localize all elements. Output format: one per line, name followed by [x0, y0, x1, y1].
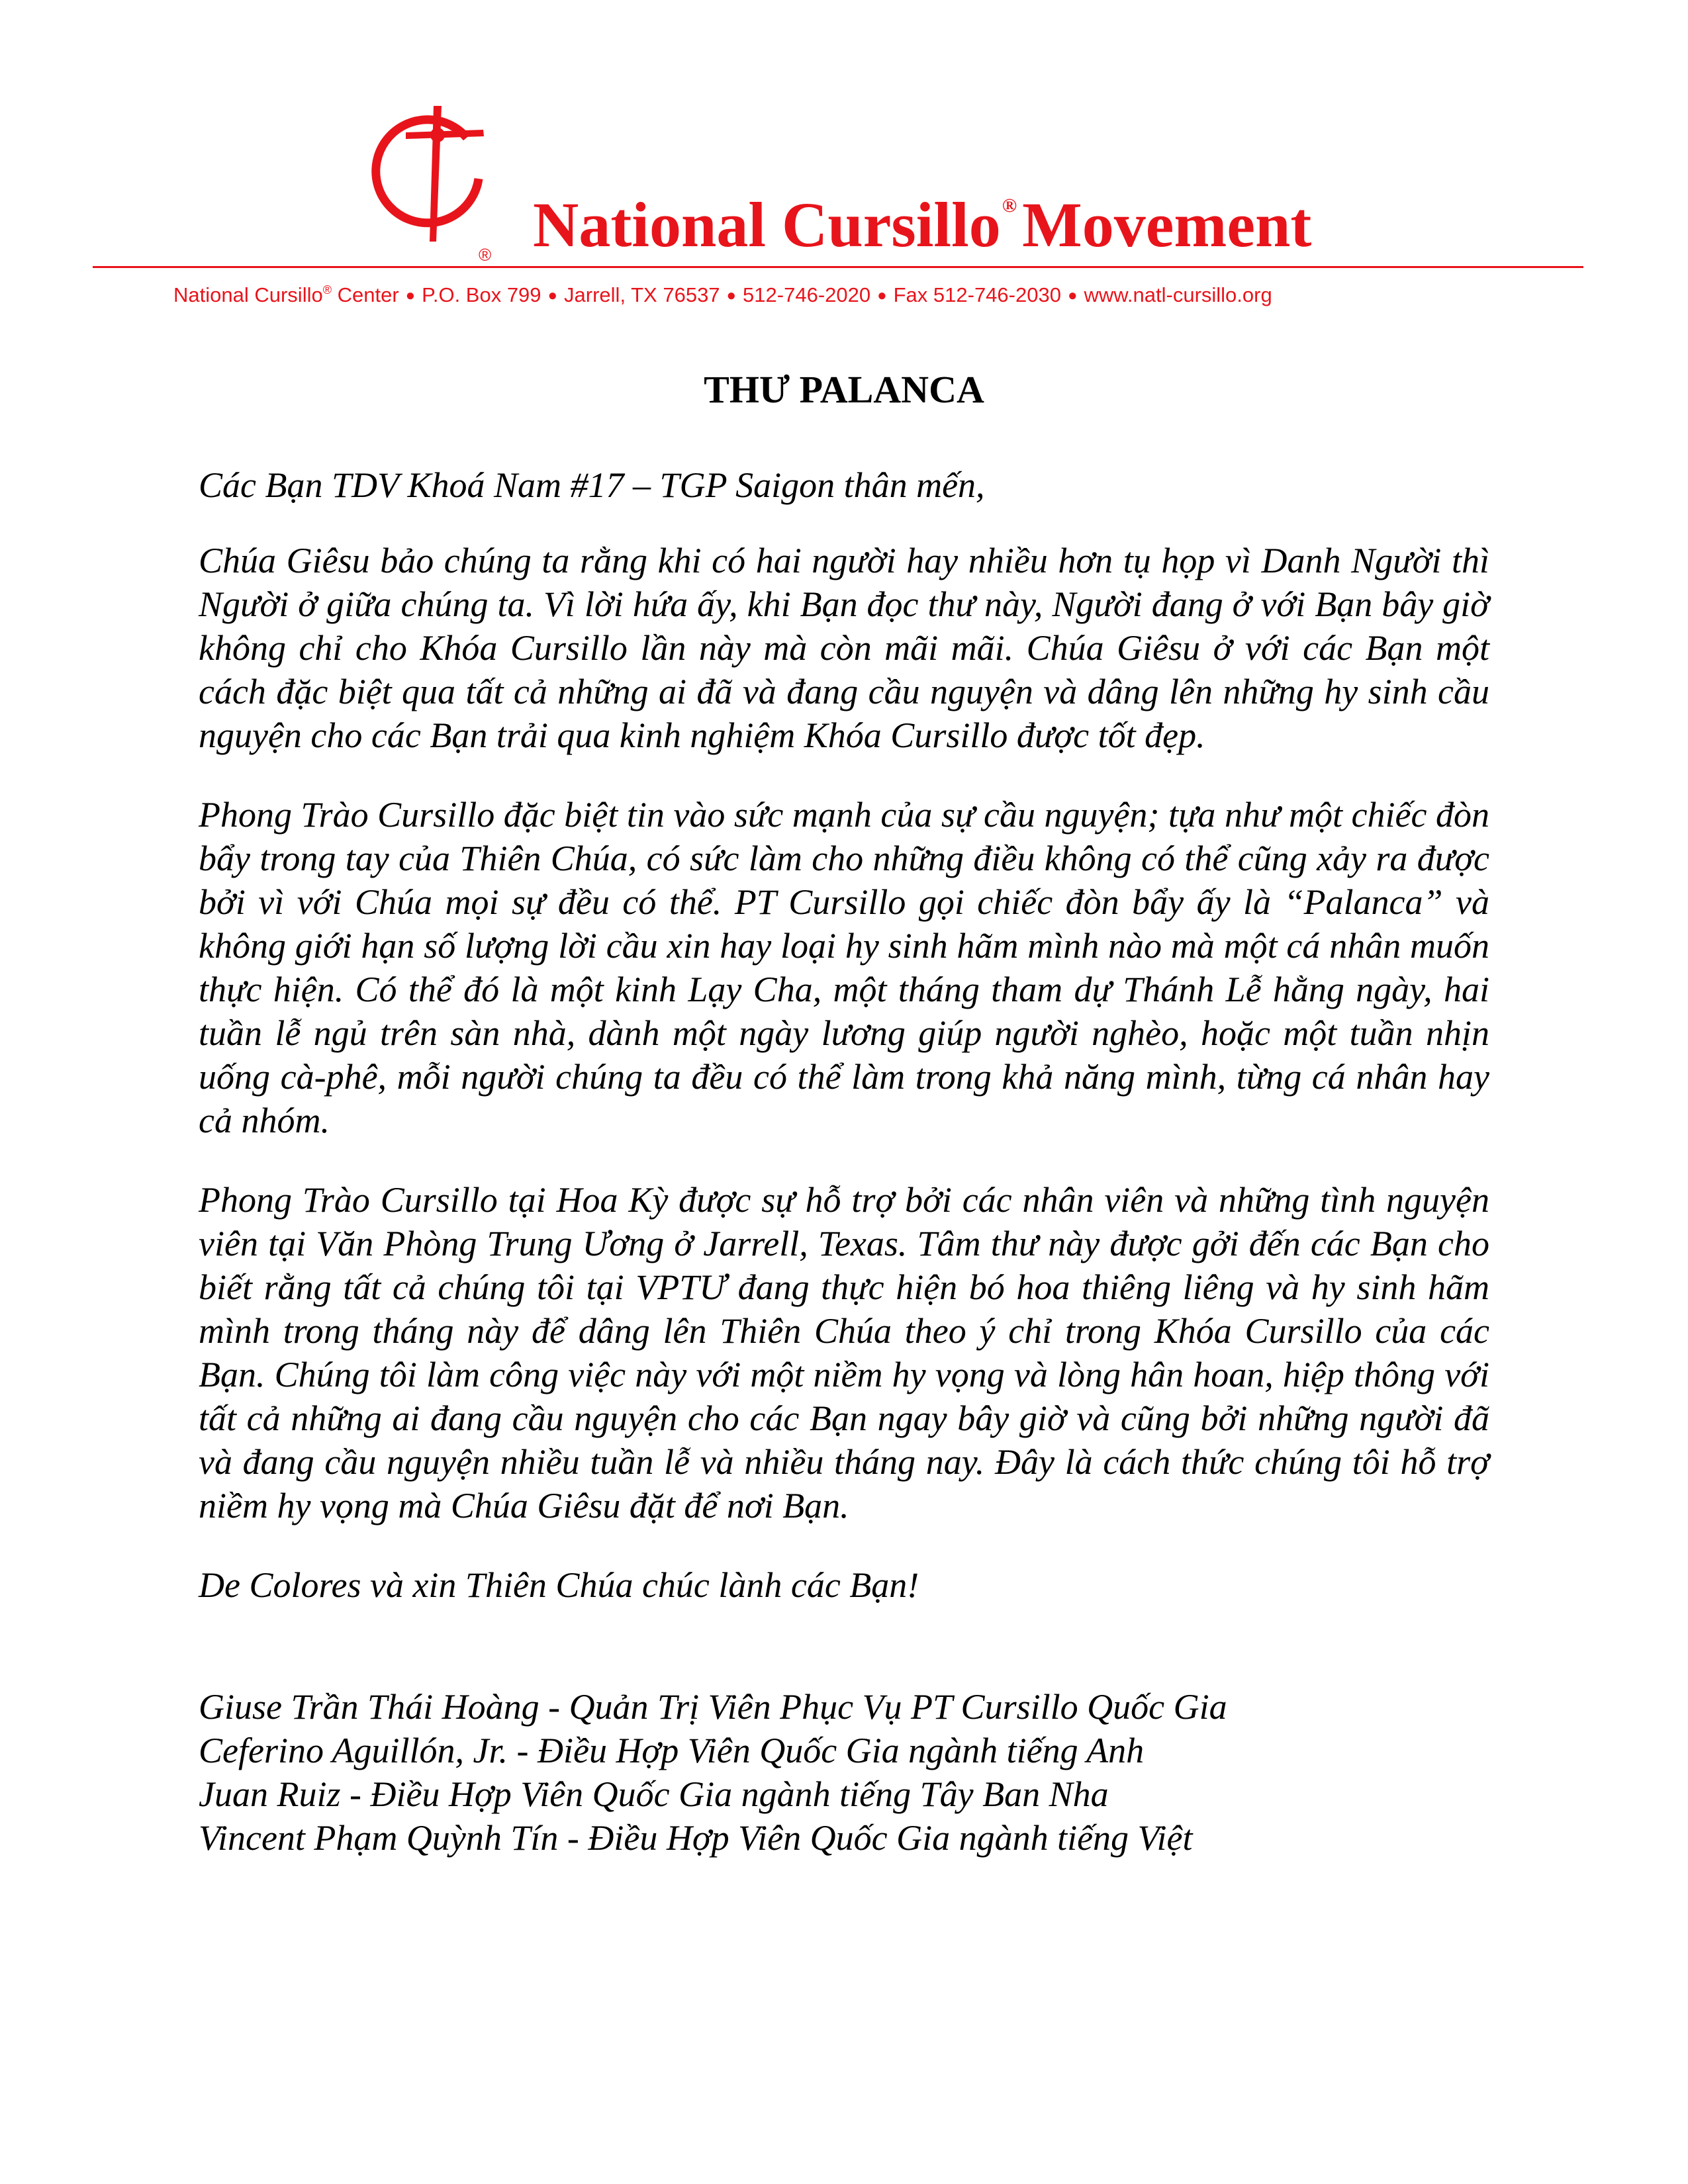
cursillo-cross-logo-icon [367, 99, 500, 245]
signature-block [199, 1685, 1489, 1860]
bullet-icon: ● [1067, 287, 1078, 304]
paragraph-3: Phong Trào Cursillo tại Hoa Kỳ được sự hỗ trợ bởi các nhân viên và những tình nguyện viên tại Văn Phòng Trung Ương ở Jarrell, Texas. Tâm thư này được gởi đến các Bạn cho biết rằng tất cả chúng tôi tại VPTƯ đang thực hiện bó hoa thiêng liêng và hy sinh hãm mình trong tháng này để dâng lên Thiên Chúa theo ý chỉ trong Khóa Cursillo của các Bạn. Chúng tôi làm công việc này với một niềm hy vọng và lòng hân hoan, hiệp thông với tất cả những ai đang cầu nguyện cho các Bạn ngay bây giờ và cũng bởi những người đã và đang cầu nguyện nhiều tuần lễ và nhiều tháng nay. Đây là cách thức chúng tôi hỗ trợ niềm hy vọng mà Chúa Giêsu đặt để nơi Bạn. [199, 1180, 1489, 1525]
bullet-icon: ● [547, 287, 558, 304]
signature-line: Vincent Phạm Quỳnh Tín - Điều Hợp Viên Quốc Gia ngành tiếng Việt [199, 1818, 1193, 1858]
bullet-icon: ● [877, 287, 887, 304]
letterhead-address: National Cursillo® Center ● P.O. Box 799 ● Jarrell, TX 76537 ● 512-746-2020 ● Fax 512-746-2030 ● www.natl-cursillo.org [173, 283, 1272, 306]
bullet-icon: ● [726, 287, 737, 304]
closing-line: De Colores và xin Thiên Chúa chúc lành các Bạn! [199, 1565, 919, 1605]
organization-title: National Cursillo®Movement [533, 189, 1312, 260]
signature-line: Giuse Trần Thái Hoàng - Quản Trị Viên Phục Vụ PT Cursillo Quốc Gia [199, 1687, 1227, 1727]
header-divider [93, 266, 1583, 268]
salutation: Các Bạn TDV Khoá Nam #17 – TGP Saigon thân mến, [199, 465, 985, 505]
bullet-icon: ● [405, 287, 416, 304]
paragraph-2: Phong Trào Cursillo đặc biệt tin vào sức mạnh của sự cầu nguyện; tựa như một chiếc đòn bẩy trong tay của Thiên Chúa, có sức làm cho những điều không có thể cũng xảy ra được bởi vì với Chúa mọi sự đều có thể. PT Cursillo gọi chiếc đòn bẩy ấy là “Palanca” và không giới hạn số lượng lời cầu xin hay loại hy sinh hãm mình nào mà một cá nhân muốn thực hiện. Có thể đó là một kinh Lạy Cha, một tháng tham dự Thánh Lễ hằng ngày, hai tuần lễ ngủ trên sàn nhà, dành một ngày lương giúp người nghèo, hoặc một tuần nhịn uống cà-phê, mỗi người chúng ta đều có thể làm trong khả năng mình, từng cá nhân hay cả nhóm. [199, 795, 1489, 1140]
letter-body [199, 463, 1489, 1860]
registered-mark: ® [479, 245, 492, 265]
signature-line: Juan Ruiz - Điều Hợp Viên Quốc Gia ngành tiếng Tây Ban Nha [199, 1774, 1109, 1814]
letter-title: THƯ PALANCA [704, 368, 984, 411]
signature-line: Ceferino Aguillón, Jr. - Điều Hợp Viên Quốc Gia ngành tiếng Anh [199, 1731, 1145, 1770]
paragraph-1: Chúa Giêsu bảo chúng ta rằng khi có hai người hay nhiều hơn tụ họp vì Danh Người thì Người ở giữa chúng ta. Vì lời hứa ấy, khi Bạn đọc thư này, Người đang ở với Bạn bây giờ không chỉ cho Khóa Cursillo lần này mà còn mãi mãi. Chúa Giêsu ở với các Bạn một cách đặc biệt qua tất cả những ai đã và đang cầu nguyện và dâng lên những hy sinh cầu nguyện cho các Bạn trải qua kinh nghiệm Khóa Cursillo được tốt đẹp. [199, 541, 1489, 755]
